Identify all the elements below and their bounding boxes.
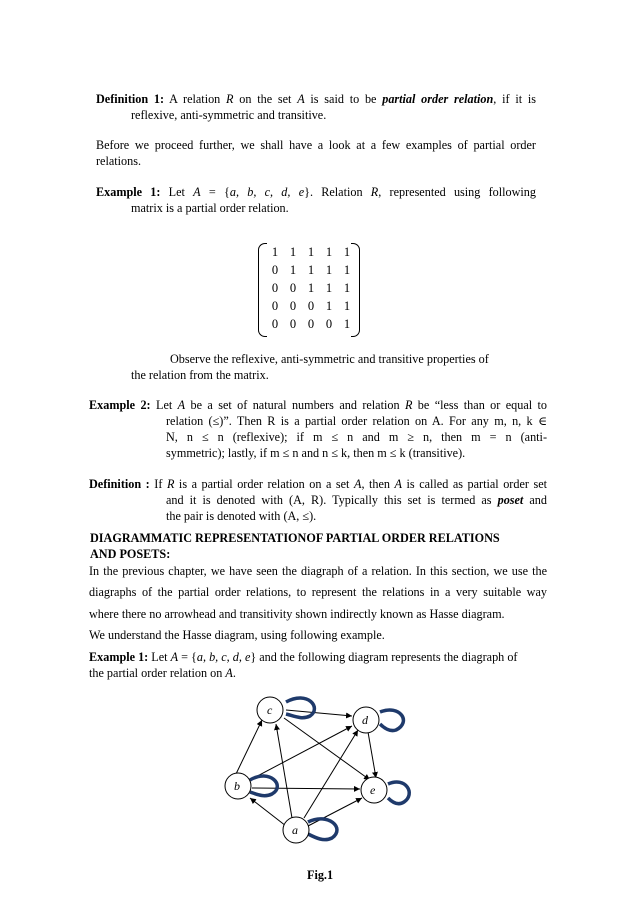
matrix-cell: 1 — [343, 299, 351, 313]
matrix-cell: 1 — [307, 263, 315, 277]
matrix-cell: 0 — [271, 299, 279, 313]
loop-a — [308, 819, 337, 840]
matrix-cell: 1 — [325, 281, 333, 295]
matrix-cell: 0 — [271, 281, 279, 295]
matrix-cell: 0 — [289, 317, 297, 331]
intro-line2: relations. — [96, 154, 142, 168]
matrix-cell: 1 — [343, 281, 351, 295]
matrix-cell: 1 — [343, 317, 351, 331]
figure-caption: Fig.1 — [307, 868, 334, 882]
matrix-cell: 1 — [325, 245, 333, 259]
section-heading-line2: AND POSETS: — [90, 547, 171, 561]
matrix-cell: 0 — [307, 299, 315, 313]
intro-line1: Before we proceed further, we shall have a look at a few examples of partial order — [96, 138, 536, 152]
node-a — [283, 817, 309, 843]
example-1-line1: Example 1: Let A = {a, b, c, d, e}. Relation R, represented using following — [96, 185, 536, 199]
loop-d — [380, 710, 403, 731]
example-3-line1: Example 1: Let A = {a, b, c, d, e} and the following diagram represents the diagraph of — [89, 650, 518, 664]
svg-text:e: e — [370, 783, 376, 797]
matrix-row — [268, 317, 354, 332]
matrix-cell: 0 — [271, 263, 279, 277]
matrix-row — [268, 299, 354, 314]
example-3-line2: the partial order relation on A. — [89, 666, 236, 680]
example-1-line2: matrix is a partial order relation. — [131, 201, 289, 215]
example-2-line4: symmetric); lastly, if m ≤ n and n ≤ k, then m ≤ k (transitive). — [166, 446, 466, 460]
loop-e — [388, 782, 409, 804]
svg-text:d: d — [362, 713, 368, 727]
example-2-line3: N, n ≤ n (reflexive); if m ≤ n and m ≥ n, then m = n (anti- — [166, 430, 547, 444]
svg-text:b: b — [234, 779, 240, 793]
section-paragraph-line1: In the previous chapter, we have seen the diagraph of a relation. In this section, we use the — [89, 564, 547, 578]
edge-d-e — [368, 732, 376, 778]
matrix-cell: 1 — [343, 263, 351, 277]
section-heading-line1: DIAGRAMMATIC REPRESENTATIONOF PARTIAL ORDER RELATIONS — [90, 531, 500, 545]
matrix-cell: 1 — [289, 263, 297, 277]
matrix-cell: 1 — [289, 245, 297, 259]
section-paragraph-line3: where there no arrowhead and transitivity shown indirectly known as Hasse diagram. — [89, 607, 505, 621]
edge-a-b — [250, 798, 286, 826]
node-b — [225, 773, 251, 799]
definition-2-line3: the pair is denoted with (A, ≤). — [166, 509, 317, 523]
matrix-cell: 0 — [289, 281, 297, 295]
node-d — [353, 707, 379, 733]
edge-b-c — [236, 720, 262, 774]
matrix-cell: 0 — [271, 317, 279, 331]
matrix-row — [268, 281, 354, 296]
definition-1-line2: reflexive, anti-symmetric and transitive. — [131, 108, 327, 122]
example-2-line2: relation (≤)”. Then R is a partial order relation on A. For any m, n, k ∈ — [166, 414, 547, 428]
matrix-row — [268, 245, 354, 260]
matrix-cell: 1 — [325, 263, 333, 277]
node-c — [257, 697, 283, 723]
observe-line1: Observe the reflexive, anti-symmetric and transitive properties of — [170, 352, 489, 366]
edge-a-e — [308, 798, 362, 826]
svg-text:c: c — [267, 703, 273, 717]
node-e — [361, 777, 387, 803]
relation-matrix — [258, 243, 360, 335]
svg-text:a: a — [292, 823, 298, 837]
matrix-row — [268, 263, 354, 278]
loop-b — [250, 776, 277, 796]
edge-b-d — [248, 726, 352, 781]
definition-2-line1: Definition : If R is a partial order relation on a set A, then A is called as partial order set — [89, 477, 547, 491]
matrix-cell: 1 — [325, 299, 333, 313]
matrix-cell: 1 — [271, 245, 279, 259]
matrix-cell: 1 — [307, 281, 315, 295]
matrix-cell: 0 — [307, 317, 315, 331]
matrix-cell: 1 — [307, 245, 315, 259]
section-paragraph-line2: diagraphs of the partial order relations, to represent the relations in a very suitable way — [89, 585, 547, 599]
matrix-cell: 0 — [289, 299, 297, 313]
loop-c — [286, 698, 314, 718]
definition-1-line1: Definition 1: A relation R on the set A is said to be partial order relation, if it is — [96, 92, 536, 106]
matrix-left-bracket — [258, 243, 267, 337]
definition-2-line2: and it is denoted with (A, R). Typically this set is termed as poset and — [166, 493, 547, 507]
edge-b-e — [252, 788, 360, 789]
matrix-cell: 1 — [343, 245, 351, 259]
observe-line2: the relation from the matrix. — [131, 368, 269, 382]
edge-a-c — [276, 724, 292, 818]
section-paragraph-line4: We understand the Hasse diagram, using following example. — [89, 628, 385, 642]
matrix-cell: 0 — [325, 317, 333, 331]
example-2-line1: Example 2: Let A be a set of natural numbers and relation R be “less than or equal to — [89, 398, 548, 412]
partial-order-digraph — [200, 690, 430, 860]
